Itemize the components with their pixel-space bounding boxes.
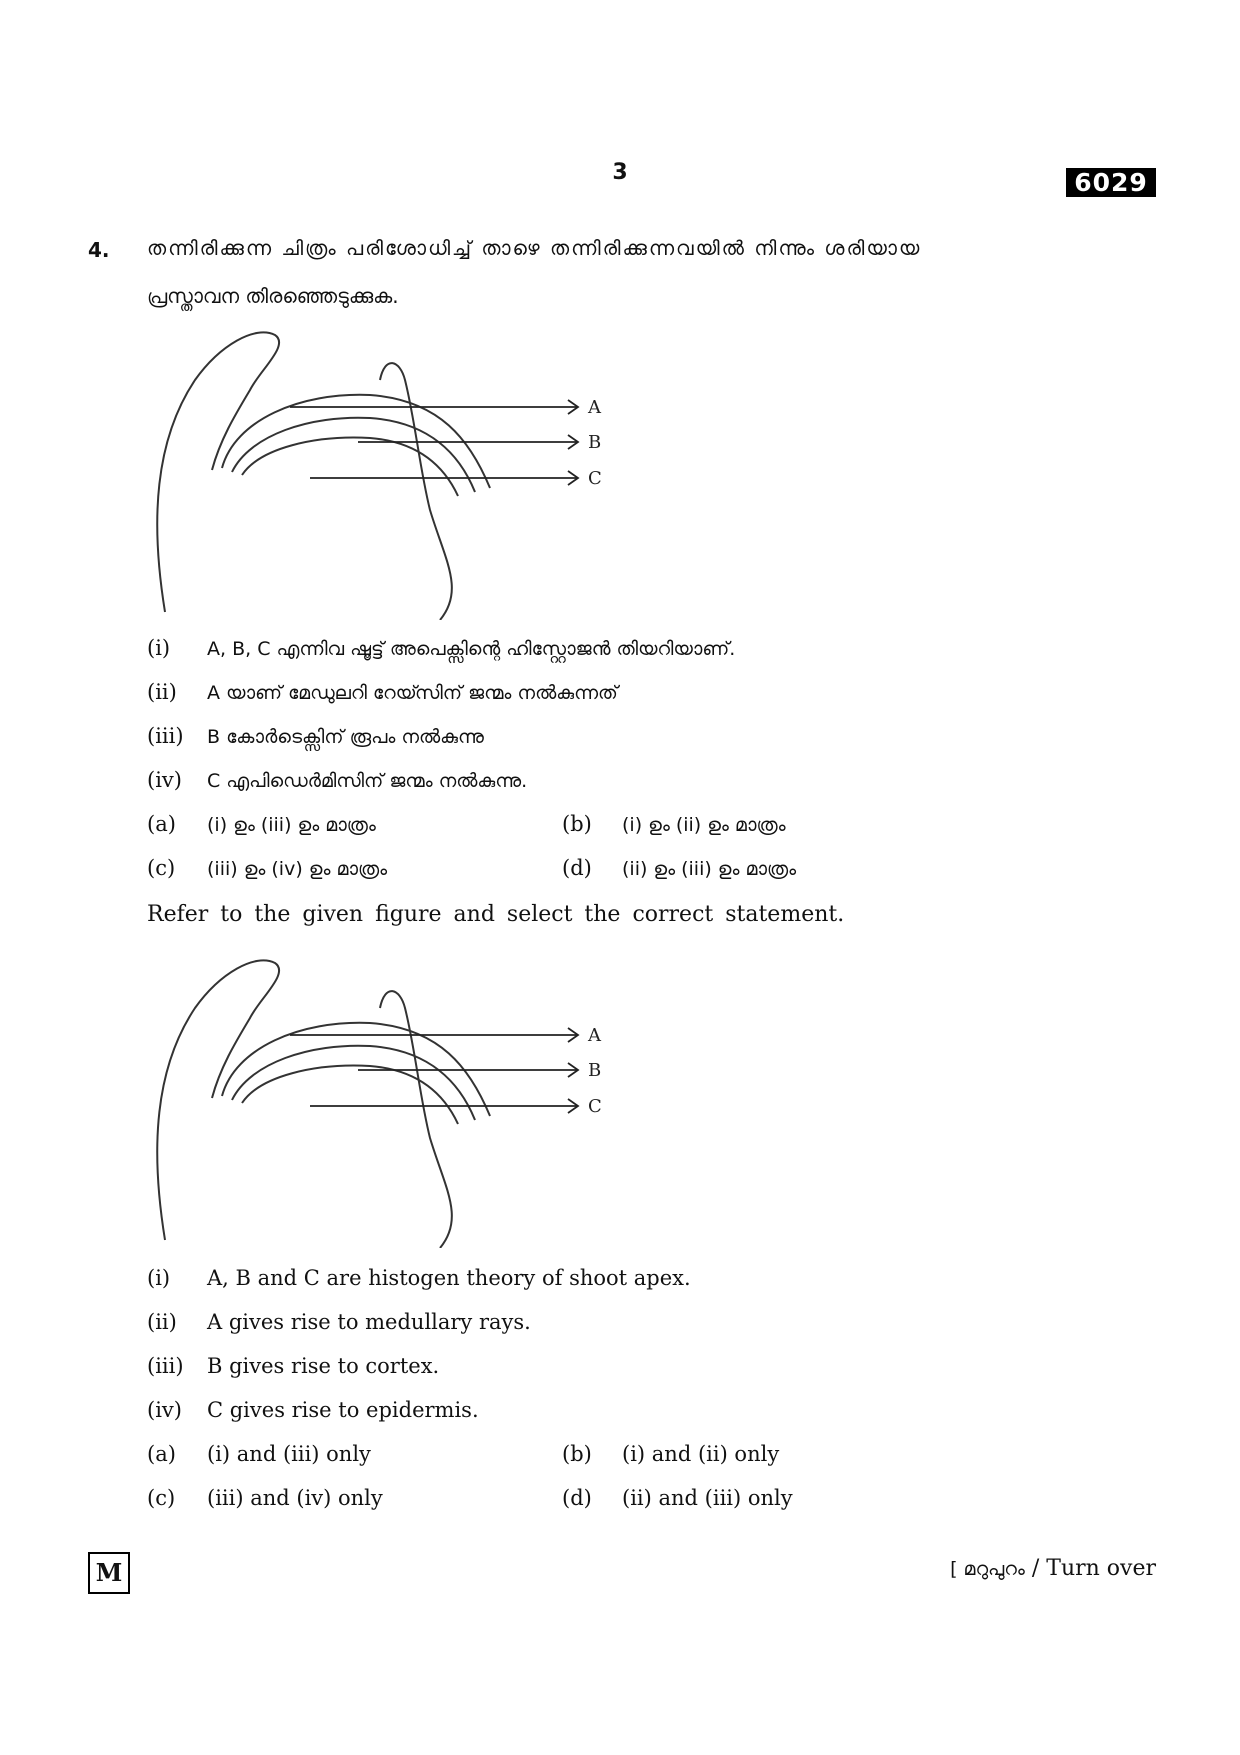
- en-option-b[interactable]: (b) (i) and (ii) only: [562, 1442, 780, 1466]
- en-statement: (i) A, B and C are histogen theory of shoot apex.: [147, 1266, 691, 1290]
- pointer-c: [310, 1096, 602, 1117]
- ml-statement: (iv) C എപിഡെർമിസിന് ജന്മം നൽകുന്നു.: [147, 768, 528, 792]
- ml-prompt-line-2: പ്രസ്താവന തിരഞ്ഞെടുക്കുക.: [147, 284, 399, 308]
- ml-statement: (ii) A യാണ് മേഡുലറി റേയ്സിന് ജന്മം നൽകുന്നത്: [147, 680, 618, 704]
- ml-statement: (iii) B കോർടെക്സിന് രൂപം നൽകുന്നു: [147, 724, 484, 748]
- ml-option-c[interactable]: (c) (iii) ഉം (iv) ഉം മാത്രം: [147, 856, 388, 880]
- label-c: C: [588, 1096, 602, 1117]
- pointer-b: [358, 1060, 601, 1081]
- shoot-apex-figure-en: [140, 948, 620, 1248]
- medium-mark-box: M: [88, 1552, 130, 1594]
- label-a: A: [588, 1025, 601, 1046]
- turn-over-note: [ മറുപുറം / Turn over: [950, 1556, 1156, 1581]
- en-option-d[interactable]: (d) (ii) and (iii) only: [562, 1486, 793, 1510]
- pointer-a: [290, 397, 602, 418]
- en-statement: (ii) A gives rise to medullary rays.: [147, 1310, 531, 1334]
- en-statement: (iv) C gives rise to epidermis.: [147, 1398, 479, 1422]
- label-b: B: [588, 1060, 602, 1081]
- label-b: B: [588, 432, 602, 453]
- ml-option-b[interactable]: (b) (i) ഉം (ii) ഉം മാത്രം: [562, 812, 786, 836]
- pointer-c: [310, 468, 602, 489]
- page-number: 3: [612, 160, 628, 185]
- shoot-apex-figure-ml: [140, 320, 620, 620]
- en-option-a[interactable]: (a) (i) and (iii) only: [147, 1442, 371, 1466]
- paper-code-badge: 6029: [1066, 168, 1156, 197]
- en-prompt: Refer to the given figure and select the correct statement.: [147, 902, 845, 927]
- ml-option-a[interactable]: (a) (i) ഉം (iii) ഉം മാത്രം: [147, 812, 376, 836]
- pointer-a: [290, 1025, 602, 1046]
- question-number: 4.: [88, 238, 110, 262]
- pointer-b: [358, 432, 601, 453]
- ml-statement: (i) A, B, C എന്നിവ ഷൂട്ട് അപെക്സിന്റെ ഹിസ്റ്റോജൻ തിയറിയാണ്.: [147, 636, 736, 660]
- label-c: C: [588, 468, 602, 489]
- en-option-c[interactable]: (c) (iii) and (iv) only: [147, 1486, 383, 1510]
- ml-option-d[interactable]: (d) (ii) ഉം (iii) ഉം മാത്രം: [562, 856, 797, 880]
- en-statement: (iii) B gives rise to cortex.: [147, 1354, 440, 1378]
- ml-prompt-line-1: തന്നിരിക്കുന്ന ചിത്രം പരിശോധിച്ച് താഴെ തന്നിരിക്കുന്നവയിൽ നിന്നും ശരിയായ: [147, 236, 922, 260]
- label-a: A: [588, 397, 601, 418]
